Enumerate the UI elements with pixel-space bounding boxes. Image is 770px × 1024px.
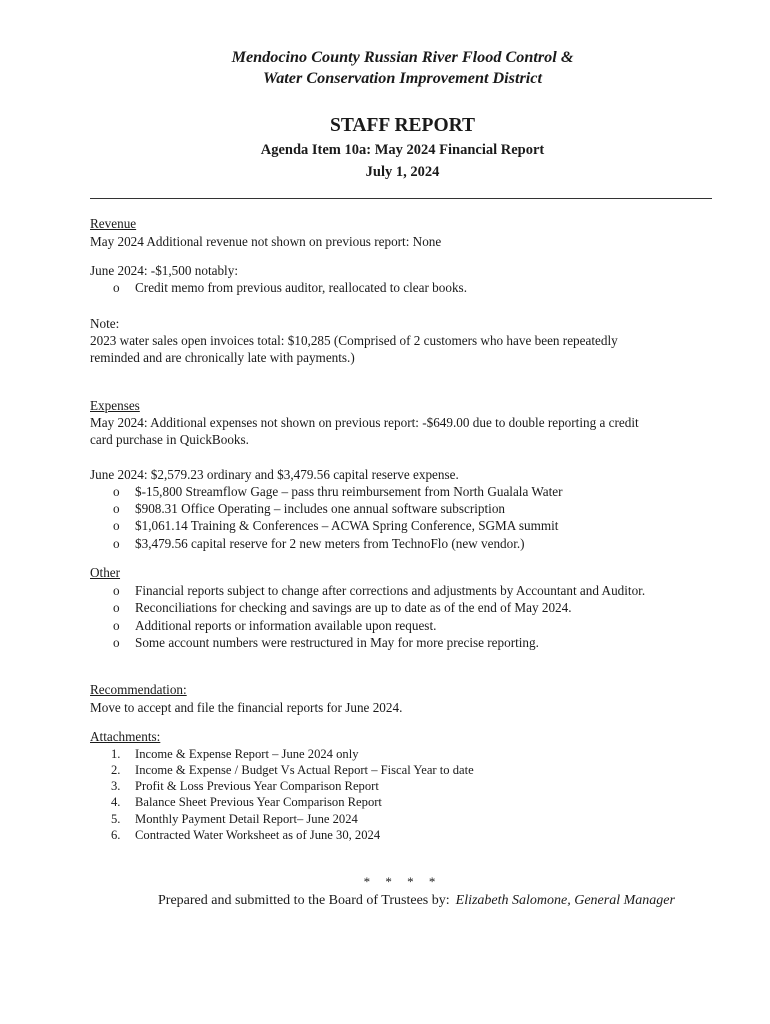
- recommendation-text: Move to accept and file the financial reports for June 2024.: [90, 700, 403, 715]
- revenue-bullet-1: Credit memo from previous auditor, reallocated to clear books.: [135, 280, 467, 295]
- report-title: STAFF REPORT: [329, 115, 476, 136]
- expenses-bullet-3: $1,061.14 Training & Conferences – ACWA Spring Conference, SGMA summit: [135, 518, 559, 533]
- prepared-by-line: [158, 893, 675, 909]
- report-date: July 1, 2024: [365, 164, 440, 180]
- revenue-may-line: May 2024 Additional revenue not shown on previous report: None: [90, 234, 442, 249]
- other-bullet-1: Financial reports subject to change after corrections and adjustments by Accountant and Auditor.: [135, 583, 646, 598]
- recommendation-heading: Recommendation:: [90, 682, 187, 697]
- revenue-heading: Revenue: [90, 216, 137, 231]
- attachment-item-1: Income & Expense Report – June 2024 only: [135, 747, 359, 761]
- attachment-item-3: Profit & Loss Previous Year Comparison Report: [135, 779, 379, 793]
- expenses-may-line-2: card purchase in QuickBooks.: [90, 432, 249, 447]
- org-name-line1: Mendocino County Russian River Flood Control &: [231, 48, 574, 66]
- expenses-may-line-1: May 2024: Additional expenses not shown on previous report: -$649.00 due to double reporting a credit: [90, 415, 639, 430]
- expenses-heading: Expenses: [90, 398, 140, 413]
- attachment-item-4: Balance Sheet Previous Year Comparison Report: [135, 795, 382, 809]
- note-line-2: reminded and are chronically late with payments.): [90, 350, 355, 365]
- org-name-line2: Water Conservation Improvement District: [263, 69, 542, 87]
- expenses-june-line: June 2024: $2,579.23 ordinary and $3,479.56 capital reserve expense.: [90, 467, 459, 482]
- section-separator-stars: * * * *: [363, 874, 442, 889]
- attachment-number: 5.: [111, 812, 121, 826]
- author-signature: Elizabeth Salomone, General Manager: [455, 893, 675, 908]
- bullet-marker: o: [113, 618, 120, 633]
- agenda-item: Agenda Item 10a: May 2024 Financial Report: [260, 142, 545, 158]
- attachment-item-6: Contracted Water Worksheet as of June 30, 2024: [135, 828, 381, 842]
- attachment-item-5: Monthly Payment Detail Report– June 2024: [135, 812, 358, 826]
- bullet-marker: o: [113, 583, 120, 598]
- attachment-number: 6.: [111, 828, 121, 842]
- bullet-marker: o: [113, 635, 120, 650]
- attachment-number: 4.: [111, 795, 121, 809]
- other-heading: Other: [90, 565, 121, 580]
- other-bullet-4: Some account numbers were restructured in May for more precise reporting.: [135, 635, 539, 650]
- attachment-item-2: Income & Expense / Budget Vs Actual Report – Fiscal Year to date: [135, 763, 474, 777]
- attachment-number: 2.: [111, 763, 121, 777]
- other-bullet-2: Reconciliations for checking and savings are up to date as of the end of May 2024.: [135, 600, 572, 615]
- attachment-number: 1.: [111, 747, 121, 761]
- bullet-marker: o: [113, 501, 120, 516]
- bullet-marker: o: [113, 280, 120, 295]
- header-divider: [90, 198, 712, 199]
- bullet-marker: o: [113, 484, 120, 499]
- bullet-marker: o: [113, 600, 120, 615]
- prepared-by-text: Prepared and submitted to the Board of Trustees by:: [158, 893, 450, 908]
- bullet-marker: o: [113, 518, 120, 533]
- expenses-bullet-1: $-15,800 Streamflow Gage – pass thru reimbursement from North Gualala Water: [135, 484, 563, 499]
- attachments-heading: Attachments:: [90, 729, 161, 744]
- expenses-bullet-4: $3,479.56 capital reserve for 2 new meters from TechnoFlo (new vendor.): [135, 536, 525, 551]
- expenses-bullet-2: $908.31 Office Operating – includes one annual software subscription: [135, 501, 506, 516]
- bullet-marker: o: [113, 536, 120, 551]
- attachment-number: 3.: [111, 779, 121, 793]
- other-bullet-3: Additional reports or information available upon request.: [135, 618, 437, 633]
- revenue-june-line: June 2024: -$1,500 notably:: [90, 263, 238, 278]
- note-label: Note:: [90, 316, 120, 331]
- note-line-1: 2023 water sales open invoices total: $10,285 (Comprised of 2 customers who have been repeatedly: [90, 333, 618, 348]
